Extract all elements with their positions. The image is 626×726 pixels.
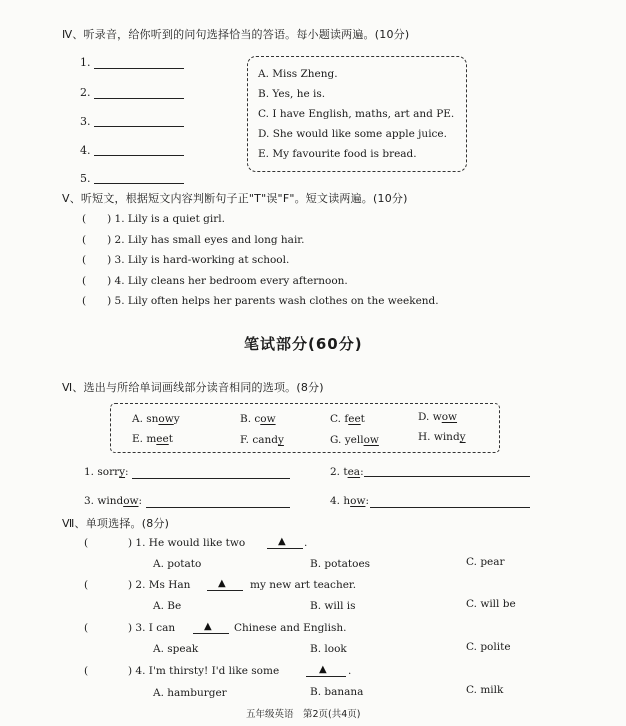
answer-line[interactable] (146, 507, 290, 508)
tf-item: ( ) 5. Lily often helps her parents wash clothes on the weekend. (82, 295, 439, 307)
choice-b: B. look (310, 643, 347, 655)
paren-open: ( (84, 622, 89, 634)
choice-b: B. banana (310, 686, 364, 698)
phonics-option-f: F. candy (240, 434, 284, 446)
blank-line[interactable] (306, 676, 346, 677)
section-4-heading: Ⅳ、听录音，给你听到的问句选择恰当的答语。每小题读两遍。(10分) (62, 28, 410, 41)
phonics-option-d: D. wow (418, 411, 458, 423)
phonics-question-2: 2. tea: (330, 466, 364, 478)
option-c: C. I have English, maths, art and PE. (258, 108, 455, 120)
choice-b: B. will is (310, 600, 356, 612)
phonics-option-g: G. yellow (330, 434, 379, 446)
answer-line[interactable] (94, 98, 184, 99)
phonics-question-4: 4. how: (330, 495, 369, 507)
option-b: B. Yes, he is. (258, 88, 326, 100)
tf-item: ( ) 4. Lily cleans her bedroom every afternoon. (82, 275, 348, 287)
phonics-option-c: C. feet (330, 413, 365, 425)
question-stem: ) 2. Ms Han (128, 579, 191, 591)
question-end: . (304, 537, 308, 549)
answer-line[interactable] (94, 126, 184, 127)
blank-triangle-icon: ▲ (319, 664, 327, 675)
phonics-question-1: 1. sorry: (84, 466, 129, 478)
answer-line[interactable] (364, 476, 530, 477)
page-footer: 五年级英语 第2页(共4页) (246, 709, 361, 720)
tf-item: ( ) 1. Lily is a quiet girl. (82, 213, 225, 225)
answer-line[interactable] (94, 183, 184, 184)
answer-number: 5. (80, 172, 91, 185)
choice-a: A. speak (153, 643, 199, 655)
paren-open: ( (84, 537, 89, 549)
paren-open: ( (84, 579, 89, 591)
written-part-title: 笔试部分(60分) (244, 335, 363, 353)
blank-triangle-icon: ▲ (218, 578, 226, 589)
question-stem: ) 3. I can (128, 622, 176, 634)
answer-number: 4. (80, 144, 91, 157)
answer-number: 2. (80, 86, 91, 99)
question-end: . (348, 665, 352, 677)
option-a: A. Miss Zheng. (258, 68, 338, 80)
phonics-question-3: 3. window: (84, 495, 143, 507)
blank-triangle-icon: ▲ (204, 621, 212, 632)
answer-line[interactable] (94, 68, 184, 69)
tf-item: ( ) 2. Lily has small eyes and long hair. (82, 234, 305, 246)
choice-b: B. potatoes (310, 558, 371, 570)
choice-a: A. Be (153, 600, 182, 612)
answer-number: 3. (80, 115, 91, 128)
section-7-heading: Ⅶ、单项选择。(8分) (62, 517, 170, 530)
choice-c: C. polite (466, 641, 511, 653)
phonics-option-e: E. meet (132, 433, 173, 445)
choice-a: A. potato (153, 558, 202, 570)
section-6-heading: Ⅵ、选出与所给单词画线部分读音相同的选项。(8分) (62, 381, 324, 394)
section-5-heading: Ⅴ、听短文，根据短文内容判断句子正"T"误"F"。短文读两遍。(10分) (62, 192, 408, 205)
question-stem: ) 1. He would like two (128, 537, 246, 549)
choice-c: C. milk (466, 684, 504, 696)
question-end: Chinese and English. (234, 622, 347, 634)
option-e: E. My favourite food is bread. (258, 148, 417, 160)
paren-open: ( (84, 665, 89, 677)
answer-line[interactable] (94, 155, 184, 156)
blank-line[interactable] (193, 633, 229, 634)
answer-line[interactable] (370, 507, 530, 508)
blank-line[interactable] (267, 548, 303, 549)
choice-a: A. hamburger (153, 687, 227, 699)
question-stem: ) 4. I'm thirsty! I'd like some (128, 665, 280, 677)
phonics-option-a: A. snowy (132, 413, 180, 425)
option-d: D. She would like some apple juice. (258, 128, 447, 140)
blank-line[interactable] (207, 590, 243, 591)
choice-c: C. will be (466, 598, 516, 610)
phonics-option-b: B. cow (240, 413, 276, 425)
question-end: my new art teacher. (250, 579, 357, 591)
answer-number: 1. (80, 56, 91, 69)
blank-triangle-icon: ▲ (278, 536, 286, 547)
choice-c: C. pear (466, 556, 505, 568)
answer-line[interactable] (132, 478, 290, 479)
tf-item: ( ) 3. Lily is hard-working at school. (82, 254, 290, 266)
phonics-option-h: H. windy (418, 431, 466, 443)
